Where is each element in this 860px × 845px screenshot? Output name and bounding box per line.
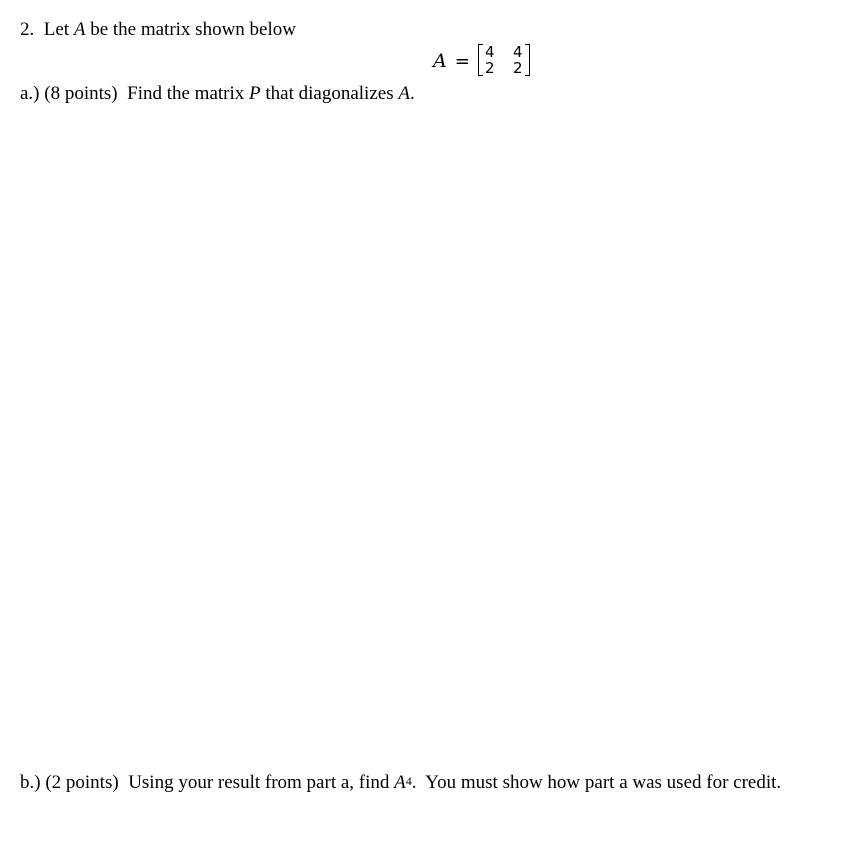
part-b-text-before: Using your result from part a, find [128, 772, 390, 793]
variable-p: P [249, 83, 261, 104]
part-a-period: . [409, 83, 415, 104]
right-bracket [525, 44, 530, 76]
part-b-text-after: . You must show how part a was used for credit. [411, 772, 782, 793]
part-a-points: (8 points) [44, 83, 118, 104]
left-bracket [478, 44, 483, 76]
equals-sign: = [454, 50, 470, 72]
matrix-cell: 4 [513, 43, 523, 61]
exponent: 4 [405, 774, 412, 788]
question-number: 2. [20, 19, 35, 40]
matrix-equation [433, 39, 532, 83]
matrix-grid [476, 41, 532, 81]
variable-a: A [394, 772, 406, 793]
part-b-label: b.) [20, 772, 41, 793]
matrix-cell: 2 [485, 59, 495, 77]
matrix-variable: A [73, 19, 86, 40]
part-a-text-middle: that diagonalizes [265, 83, 394, 104]
variable-a: A [398, 83, 410, 104]
matrix-cell: 4 [485, 43, 495, 61]
question-intro-text: Let [43, 19, 70, 40]
part-a-prompt [20, 83, 415, 105]
matrix-cell: 2 [513, 59, 523, 77]
part-b-prompt [20, 772, 781, 794]
part-b-points: (2 points) [45, 772, 119, 793]
question-intro-rest: be the matrix shown below [90, 19, 296, 40]
question-prompt [20, 19, 296, 41]
matrix-name: A [433, 50, 447, 72]
part-a-label: a.) [20, 83, 40, 104]
part-a-text-before: Find the matrix [127, 83, 245, 104]
